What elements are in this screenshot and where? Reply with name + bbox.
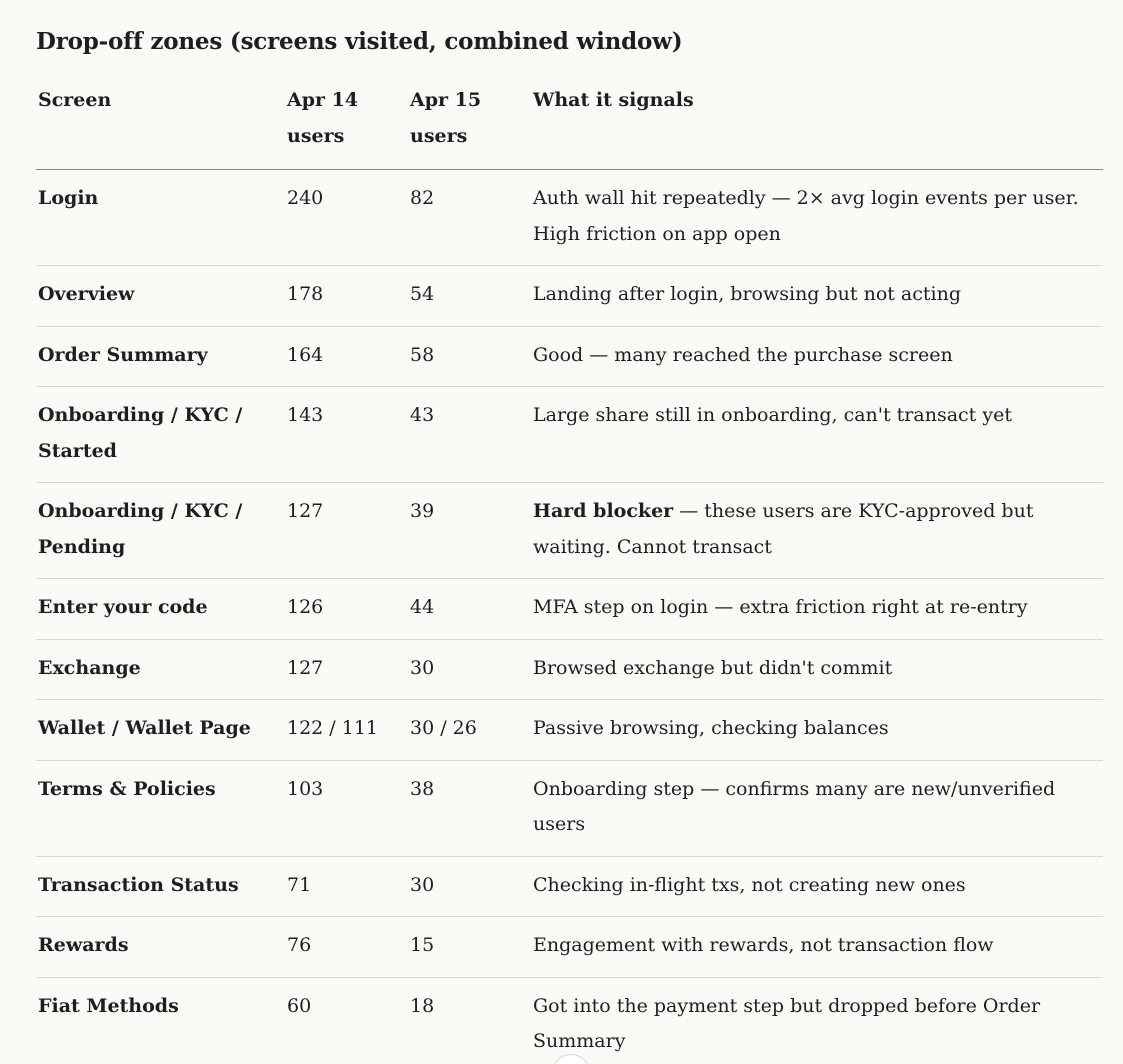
cell-signal: [531, 760, 1103, 856]
signal-text: Good — many reached the purchase screen: [533, 343, 953, 366]
table-row: [36, 170, 1103, 266]
header-screen: Screen: [36, 83, 285, 170]
cell-apr15: 54: [408, 266, 531, 327]
table-row: [36, 483, 1103, 579]
cell-signal: [531, 856, 1103, 917]
signal-text: Auth wall hit repeatedly — 2× avg login events per user. High friction on app open: [533, 187, 1079, 245]
signal-text: Got into the payment step but dropped before Order Summary: [533, 994, 1041, 1052]
header-apr15-users: Apr 15 users: [408, 83, 531, 170]
cell-apr15: 44: [408, 579, 531, 640]
cell-apr15: 58: [408, 326, 531, 387]
cell-screen: Rewards: [36, 917, 285, 978]
signal-emphasis: Hard blocker: [533, 500, 674, 522]
table-row: [36, 266, 1103, 327]
table-row: [36, 579, 1103, 640]
cell-signal: [531, 170, 1103, 266]
cell-apr14: 76: [285, 917, 408, 978]
table-row: [36, 387, 1103, 483]
cell-screen: Enter your code: [36, 579, 285, 640]
table-row: [36, 639, 1103, 700]
cell-apr14: 126: [285, 579, 408, 640]
table-row: [36, 977, 1103, 1064]
cell-apr14: 178: [285, 266, 408, 327]
cell-apr15: 82: [408, 170, 531, 266]
signal-text: Passive browsing, checking balances: [533, 717, 889, 739]
cell-screen: Overview: [36, 266, 285, 327]
cell-screen: Onboarding / KYC / Started: [36, 387, 285, 483]
signal-text: Engagement with rewards, not transaction flow: [533, 934, 994, 956]
cell-screen: Terms & Policies: [36, 760, 285, 856]
cell-apr15: 30: [408, 856, 531, 917]
drop-off-table: [36, 83, 1103, 1064]
cell-apr14: 103: [285, 760, 408, 856]
cell-apr15: 38: [408, 760, 531, 856]
cell-screen: Fiat Methods: [36, 977, 285, 1064]
cell-signal: [531, 266, 1103, 327]
cell-apr15: 43: [408, 387, 531, 483]
table-header-row: [36, 83, 1103, 170]
cell-screen: Transaction Status: [36, 856, 285, 917]
signal-text: Onboarding step — confirms many are new/unverified users: [533, 777, 1056, 835]
cell-apr14: 71: [285, 856, 408, 917]
signal-text: Landing after login, browsing but not acting: [533, 283, 962, 305]
cell-signal: [531, 579, 1103, 640]
cell-apr14: 122 / 111: [285, 700, 408, 761]
table-row: [36, 326, 1103, 387]
cell-screen: Onboarding / KYC / Pending: [36, 483, 285, 579]
cell-signal: [531, 483, 1103, 579]
header-what-it-signals: What it signals: [531, 83, 1103, 170]
cell-apr14: 127: [285, 483, 408, 579]
signal-text: — these users are KYC-approved but waiting. Cannot transact: [533, 500, 1034, 558]
cell-signal: [531, 639, 1103, 700]
table-row: [36, 760, 1103, 856]
cell-screen: Order Summary: [36, 326, 285, 387]
table-row: [36, 700, 1103, 761]
cell-signal: [531, 700, 1103, 761]
cell-screen: Exchange: [36, 639, 285, 700]
section-title: Drop-off zones (screens visited, combined window): [36, 28, 683, 55]
cell-apr14: 60: [285, 977, 408, 1064]
cell-apr14: 240: [285, 170, 408, 266]
cell-apr15: 30: [408, 639, 531, 700]
cell-apr14: 164: [285, 326, 408, 387]
cell-screen: Wallet / Wallet Page: [36, 700, 285, 761]
cell-signal: [531, 917, 1103, 978]
cell-apr14: 143: [285, 387, 408, 483]
cell-apr15: 30 / 26: [408, 700, 531, 761]
header-apr14-users: Apr 14 users: [285, 83, 408, 170]
table-row: [36, 856, 1103, 917]
cell-screen: Login: [36, 170, 285, 266]
cell-apr15: 39: [408, 483, 531, 579]
cell-apr14: 127: [285, 639, 408, 700]
signal-text: Large share still in onboarding, can't transact yet: [533, 404, 1012, 426]
signal-text: Browsed exchange but didn't commit: [533, 656, 893, 679]
cell-signal: [531, 977, 1103, 1064]
cell-apr15: 15: [408, 917, 531, 978]
cell-signal: [531, 326, 1103, 387]
cell-signal: [531, 387, 1103, 483]
signal-text: Checking in-flight txs, not creating new ones: [533, 873, 966, 896]
cell-apr15: 18: [408, 977, 531, 1064]
table-row: [36, 917, 1103, 978]
signal-text: MFA step on login — extra friction right at re-entry: [533, 596, 1028, 618]
